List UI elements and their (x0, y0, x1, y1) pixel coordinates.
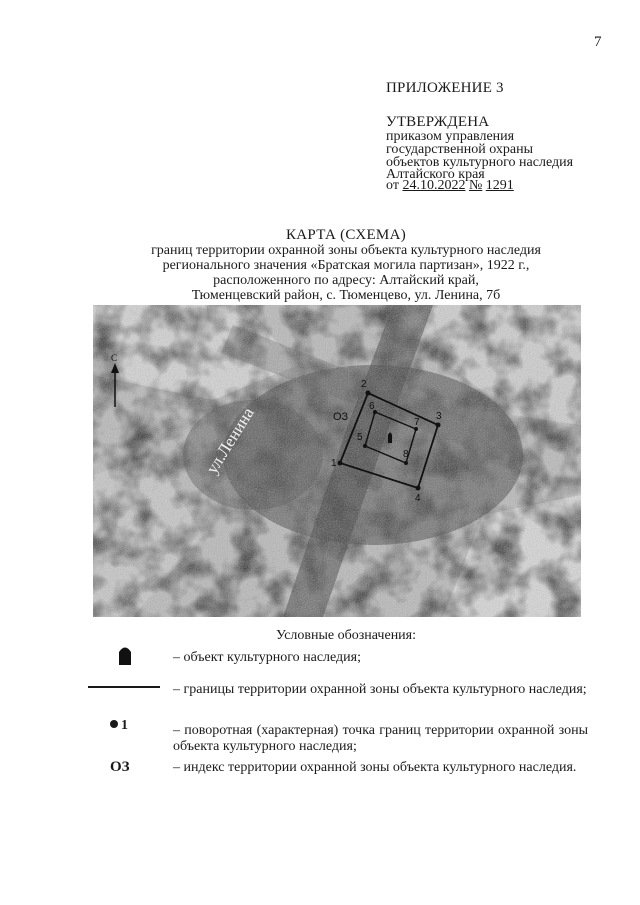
order-line: приказом управления (386, 129, 515, 144)
map-subtitle-line: регионального значения «Братская могила партизан», 1922 г., (162, 258, 530, 273)
point-label: 6 (369, 401, 375, 412)
page-number: 7 (594, 34, 602, 50)
appendix-heading: ПРИЛОЖЕНИЕ 3 (386, 80, 504, 96)
point-label: 3 (436, 411, 442, 422)
zone-label: ОЗ (333, 411, 349, 423)
heritage-object-marker (388, 433, 392, 444)
heritage-object-symbol (118, 645, 132, 665)
legend-item-text: – объект культурного наследия; (173, 650, 361, 665)
legend-item-text: – границы территории охранной зоны объекта культурного наследия; (173, 682, 587, 697)
point-label: 7 (414, 417, 420, 428)
map-subtitle-line: расположенного по адресу: Алтайский край, (213, 273, 479, 288)
legend-item-text: – индекс территории охранной зоны объекта культурного наследия. (173, 760, 577, 775)
zone-index-symbol: ОЗ (110, 759, 130, 775)
point-label: 8 (403, 449, 409, 460)
order-date: 24.10.2022 (402, 178, 466, 193)
order-number: 1291 (485, 178, 514, 193)
point-label: 5 (357, 432, 363, 443)
approved-heading: УТВЕРЖДЕНА (386, 114, 490, 130)
order-line: объектов культурного наследия (386, 155, 574, 170)
boundary-line-symbol (88, 686, 160, 688)
turning-point-symbol: 1 (110, 718, 128, 734)
map-subtitle-line: Тюменцевский район, с. Тюменцево, ул. Ленина, 7б (191, 288, 501, 303)
order-date-line (386, 178, 514, 194)
map-title-block (90, 228, 602, 303)
aerial-map (93, 305, 581, 617)
order-line: государственной охраны (386, 142, 534, 157)
point-label: 4 (415, 493, 421, 504)
north-label: С (111, 353, 118, 363)
date-prefix: от (386, 178, 399, 193)
map-title: КАРТА (СХЕМА) (285, 227, 407, 243)
point-label: 2 (361, 379, 367, 390)
point-label: 1 (331, 458, 337, 469)
order-line: Алтайского края (386, 167, 485, 182)
legend-title: Условные обозначения: (275, 628, 417, 643)
map-subtitle-line: границ территории охранной зоны объекта культурного наследия (151, 243, 541, 258)
street-label: ул.Ленина (202, 404, 258, 478)
legend-item-text: – поворотная (характерная) точка границ территории охранной зоны объекта культурного наследия; (173, 723, 588, 754)
number-prefix: № (468, 178, 483, 193)
